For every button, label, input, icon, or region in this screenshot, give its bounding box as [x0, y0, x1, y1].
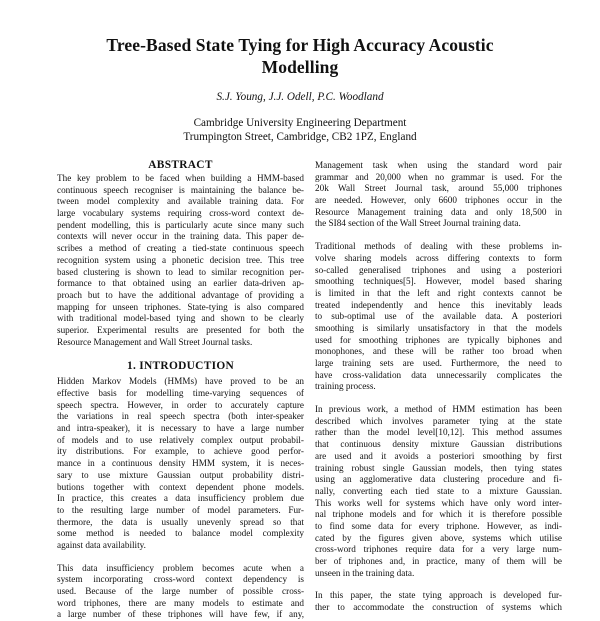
text-line: Traditional methods of dealing with these problems in-: [315, 241, 562, 252]
text-line: In practice, this creates a data insufficiency problem due: [57, 493, 304, 504]
text-line: Resource Management and Wall Street Journal tasks.: [57, 336, 253, 347]
body-paragraph-2: [315, 241, 562, 393]
text-line: cross-word triphones require data for a very large num-: [315, 544, 562, 555]
text-line: thermore, the data is usually unevenly spread so that: [57, 516, 304, 527]
text-line: proach but to have the additional advantage of providing a: [57, 289, 304, 300]
abstract-paragraph: [57, 173, 304, 348]
text-line: system incorporating cross-word context dependency is: [57, 574, 304, 585]
text-line: some method is needed to balance model complexity: [57, 528, 304, 539]
text-line: speech spectra. However, in order to accurately capture: [57, 399, 304, 410]
text-line: formance to that obtained using an earlier data-driven ap-: [57, 278, 304, 289]
text-line: nal triphone models and for which it is therefore possible: [315, 509, 562, 520]
text-line: described which involves parameter tying at the state: [315, 415, 562, 426]
text-line: to sub-optimal use of the available data. A posteriori: [315, 311, 562, 322]
text-line: are needed. However, only 6600 triphones occur in the: [315, 195, 562, 206]
text-line: of models and to use relatively complex output probabil-: [57, 434, 304, 445]
affiliation-line: Cambridge University Engineering Department: [193, 117, 407, 129]
text-line: tween model complexity and available training data. For: [57, 196, 304, 207]
text-line: rather than the model level[10,12]. This method assumes: [315, 427, 562, 438]
text-line: The key problem to be faced when building a HMM-based: [57, 173, 304, 183]
author-list: S.J. Young, J.J. Odell, P.C. Woodland: [216, 91, 384, 103]
text-line: This works well for systems which have only word inter-: [315, 497, 562, 508]
text-line: This data insufficiency problem becomes acute when a: [57, 562, 304, 573]
text-line: nally, converting each tied state to a mixture Gaussian.: [315, 485, 562, 496]
text-line: scribes a method of creating a tied-state continuous speech: [57, 243, 304, 254]
text-line: used. Because of the large number of possible cross-: [57, 586, 304, 596]
intro-paragraph-1: [57, 376, 304, 551]
text-line: Resource Management training data and only 18,500 in: [315, 206, 562, 217]
title-line: Tree-Based State Tying for High Accuracy Acoustic: [106, 35, 494, 55]
text-line: ber of triphones and, in practice, many of them will be: [315, 556, 562, 566]
text-line: against data availability.: [57, 539, 146, 550]
text-line: contexts will never occur in the training data. This paper de-: [57, 231, 304, 242]
left-column: [57, 158, 304, 621]
text-line: effective basis for modelling time-varying sequences of: [57, 388, 304, 398]
text-line: mance in a continuous density HMM system, it is neces-: [57, 458, 304, 469]
text-line: large training sets are used. Furthermore, the need to: [315, 358, 562, 368]
text-line: sary to use mixture Gaussian output probability distri-: [57, 469, 304, 480]
text-line: pendent modelling, this is particularly acute since many such: [57, 219, 304, 230]
text-line: to the resulting large number of model parameters. Fur-: [57, 504, 304, 515]
text-line: continuous speech recogniser is maintaining the balance be-: [57, 184, 304, 195]
text-line: 20k Wall Street Journal task, around 55,000 triphones: [315, 183, 562, 194]
affiliation: [60, 116, 540, 144]
intro-paragraph-2: [57, 563, 304, 621]
text-line: with traditional model-based tying and shown to be clearly: [57, 313, 304, 324]
text-line: In previous work, a method of HMM estimation has been: [315, 404, 562, 415]
text-line: so-called generalised triphones and using a posteriori: [315, 264, 562, 275]
text-line: mapping for unseen triphones. State-tying is also compared: [57, 301, 304, 312]
text-line: volve sharing models across differing contexts to form: [315, 252, 562, 263]
text-line: the SI84 section of the Wall Street Journal training data.: [315, 218, 521, 229]
text-line: In this paper, the state tying approach is developed fur-: [315, 590, 562, 601]
title-line: Modelling: [261, 57, 339, 77]
text-line: used for smoothing triphones are typically biphones and: [315, 334, 562, 345]
text-line: using an agglomerative data clustering procedure and fi-: [315, 474, 562, 485]
text-line: have cross-validation data unnecessarily complicates the: [315, 369, 562, 380]
text-line: unseen in the training data.: [315, 567, 415, 578]
text-line: ther to accommodate the construction of systems which: [315, 602, 562, 613]
body-paragraph-3: [315, 404, 562, 579]
text-line: based clustering is shown to lead to similar recognition per-: [57, 266, 304, 277]
text-line: cated by the figures given above, systems which utilise: [315, 532, 562, 543]
text-line: to find some data for every triphone. However, as indi-: [315, 520, 562, 531]
body-paragraph-1: [315, 160, 562, 230]
text-line: butions together with context dependent phone models.: [57, 481, 304, 492]
affiliation-line: Trumpington Street, Cambridge, CB2 1PZ, England: [183, 131, 417, 143]
text-line: the variations in real speech spectra (both inter-speaker: [57, 411, 304, 422]
text-line: and intra-speaker), it is necessary to have a large number: [57, 423, 304, 434]
text-line: superior. Experimental results are presented for both the: [57, 324, 304, 335]
text-line: training robust single Gaussian models, then tying states: [315, 462, 562, 473]
body-paragraph-4: [315, 590, 562, 613]
text-line: Management task when using the standard word pair: [315, 160, 562, 170]
text-line: grammar and 20,000 when no grammar is used. For the: [315, 171, 562, 182]
introduction-heading: 1. INTRODUCTION: [126, 360, 235, 373]
text-line: treated independently and hence this inevitably leads: [315, 299, 562, 310]
text-line: ity distributions. For example, to achieve good perfor-: [57, 446, 304, 457]
text-line: word triphones, there are many models to estimate and: [57, 597, 304, 608]
text-line: smoothing is similarly unsatisfactory in that the models: [315, 322, 562, 333]
text-line: monophones, and these will be rather too broad when: [315, 346, 562, 357]
text-line: are used and it avoids a posteriori smoothing by first: [315, 450, 562, 461]
paper-title: [60, 34, 540, 78]
text-line: a large number of these triphones will have few, if any,: [57, 609, 304, 620]
right-column: [315, 160, 562, 614]
text-line: large vocabulary systems requiring cross-word context de-: [57, 208, 304, 219]
abstract-heading: ABSTRACT: [148, 159, 213, 171]
text-line: smoothing techniques[5]. However, model based sharing: [315, 276, 562, 287]
text-line: that continuous density mixture Gaussian distributions: [315, 439, 562, 450]
text-line: is limited in that the left and right contexts cannot be: [315, 287, 562, 298]
text-line: recognition system using a phonetic decision tree. This tree: [57, 254, 304, 265]
text-line: training process.: [315, 381, 376, 392]
text-line: Hidden Markov Models (HMMs) have proved to be an: [57, 376, 304, 387]
